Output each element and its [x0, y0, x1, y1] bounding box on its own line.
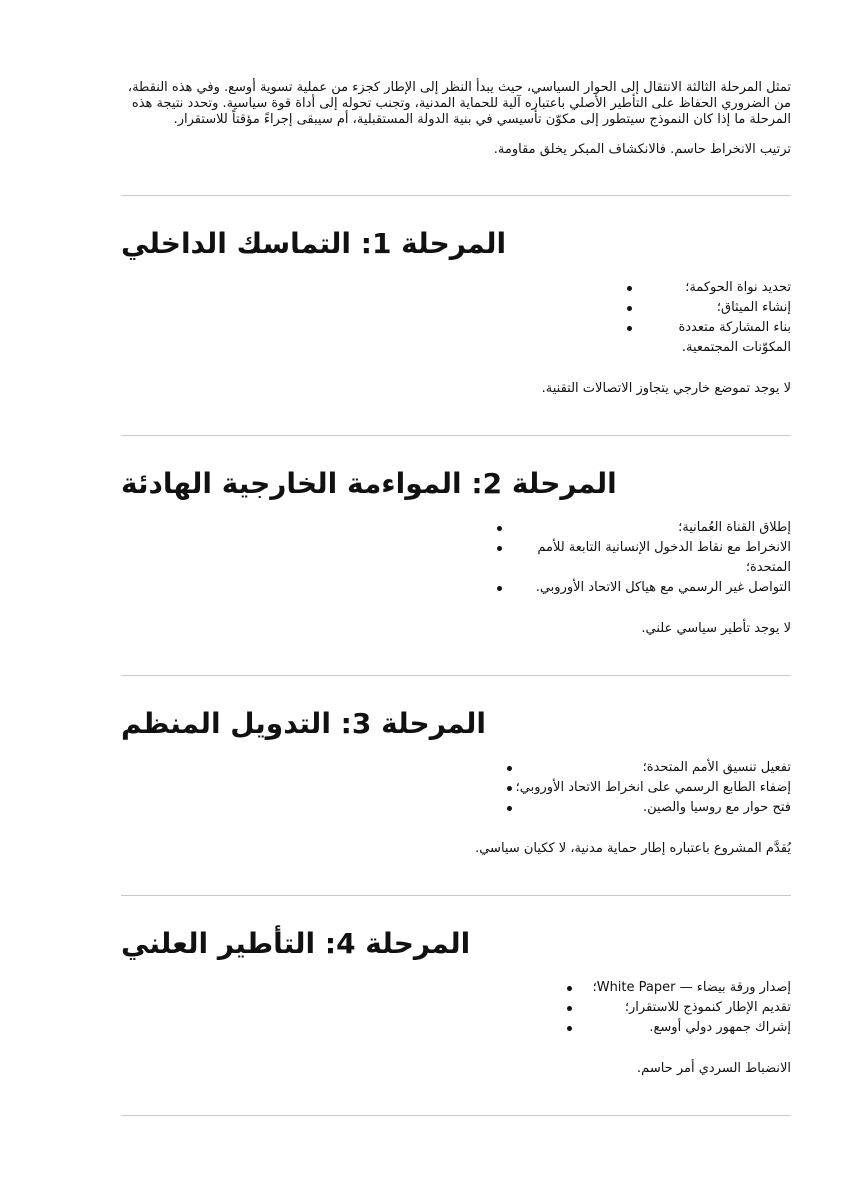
- list-item: إضفاء الطابع الرسمي على انخراط الاتحاد الأوروبي؛: [481, 778, 791, 798]
- section-divider: [121, 895, 791, 896]
- bullet-icon: [507, 806, 512, 811]
- phase-note: الانضباط السردي أمر حاسم.: [637, 1061, 791, 1076]
- phase-list: [601, 278, 791, 358]
- intro-note: ترتيب الانخراط حاسم. فالانكشاف المبكر يخلق مقاومة.: [493, 142, 791, 157]
- bullet-icon: [497, 546, 502, 551]
- phase-title: المرحلة 4: التأطير العلني: [121, 927, 471, 960]
- bullet-icon: [507, 786, 512, 791]
- bullet-icon: [567, 1026, 572, 1031]
- list-item: التواصل غير الرسمي مع هياكل الاتحاد الأوروبي.: [471, 578, 791, 598]
- phase-section-4: [121, 895, 791, 1116]
- phase-section-3: [121, 675, 791, 858]
- list-item: بناء المشاركة متعددة المكوّنات المجتمعية.: [601, 318, 791, 358]
- phase-list: [541, 978, 791, 1038]
- phase-note: لا يوجد تأطير سياسي علني.: [641, 621, 791, 636]
- phase-section-2: [121, 435, 791, 638]
- list-item: تفعيل تنسيق الأمم المتحدة؛: [481, 758, 791, 778]
- phase-section-1: [121, 195, 791, 398]
- list-item: تقديم الإطار كنموذج للاستقرار؛: [541, 998, 791, 1018]
- phase-note: لا يوجد تموضع خارجي يتجاوز الاتصالات التقنية.: [541, 381, 791, 396]
- phase-note: يُقدَّم المشروع باعتباره إطار حماية مدنية، لا ككيان سياسي.: [475, 841, 791, 856]
- section-divider: [121, 435, 791, 436]
- section-divider: [121, 675, 791, 676]
- bullet-icon: [627, 286, 632, 291]
- phase-list: [481, 758, 791, 818]
- document-page: [121, 80, 791, 1116]
- phase-title: المرحلة 2: المواءمة الخارجية الهادئة: [121, 467, 617, 500]
- phase-title: المرحلة 3: التدويل المنظم: [121, 707, 486, 740]
- list-item: إصدار ورقة بيضاء — White Paper؛: [541, 978, 791, 998]
- list-item: إطلاق القناة العُمانية؛: [471, 518, 791, 538]
- list-item: إشراك جمهور دولي أوسع.: [541, 1018, 791, 1038]
- list-item: الانخراط مع نقاط الدخول الإنسانية التابعة للأمم المتحدة؛: [471, 538, 791, 578]
- bullet-icon: [507, 766, 512, 771]
- bullet-icon: [567, 1006, 572, 1011]
- list-item: تحديد نواة الحوكمة؛: [601, 278, 791, 298]
- bullet-icon: [627, 306, 632, 311]
- list-item: فتح حوار مع روسيا والصين.: [481, 798, 791, 818]
- phase-title: المرحلة 1: التماسك الداخلي: [121, 227, 507, 260]
- bullet-icon: [627, 326, 632, 331]
- intro-paragraph: تمثل المرحلة الثالثة الانتقال إلى الحوار السياسي، حيث يبدأ النظر إلى الإطار كجزء من عملية تسوية أوسع. وفي هذه النقطة، من الضروري الحفاظ على التأطير الأصلي باعتباره آلية للحماية المدنية، وتجنب تحوله إلى أداة قوة سياسية. وتحدد نتيجة هذه المرحلة ما إذا كان النموذج سيتطور إلى مكوّن تأسيسي في بنية الدولة المستقبلية، أم سيبقى إجراءً مؤقتاً للاستقرار.: [127, 80, 791, 127]
- phase-list: [471, 518, 791, 598]
- bullet-icon: [497, 526, 502, 531]
- section-divider: [121, 1115, 791, 1116]
- bullet-icon: [567, 986, 572, 991]
- list-item: إنشاء الميثاق؛: [601, 298, 791, 318]
- section-divider: [121, 195, 791, 196]
- bullet-icon: [497, 586, 502, 591]
